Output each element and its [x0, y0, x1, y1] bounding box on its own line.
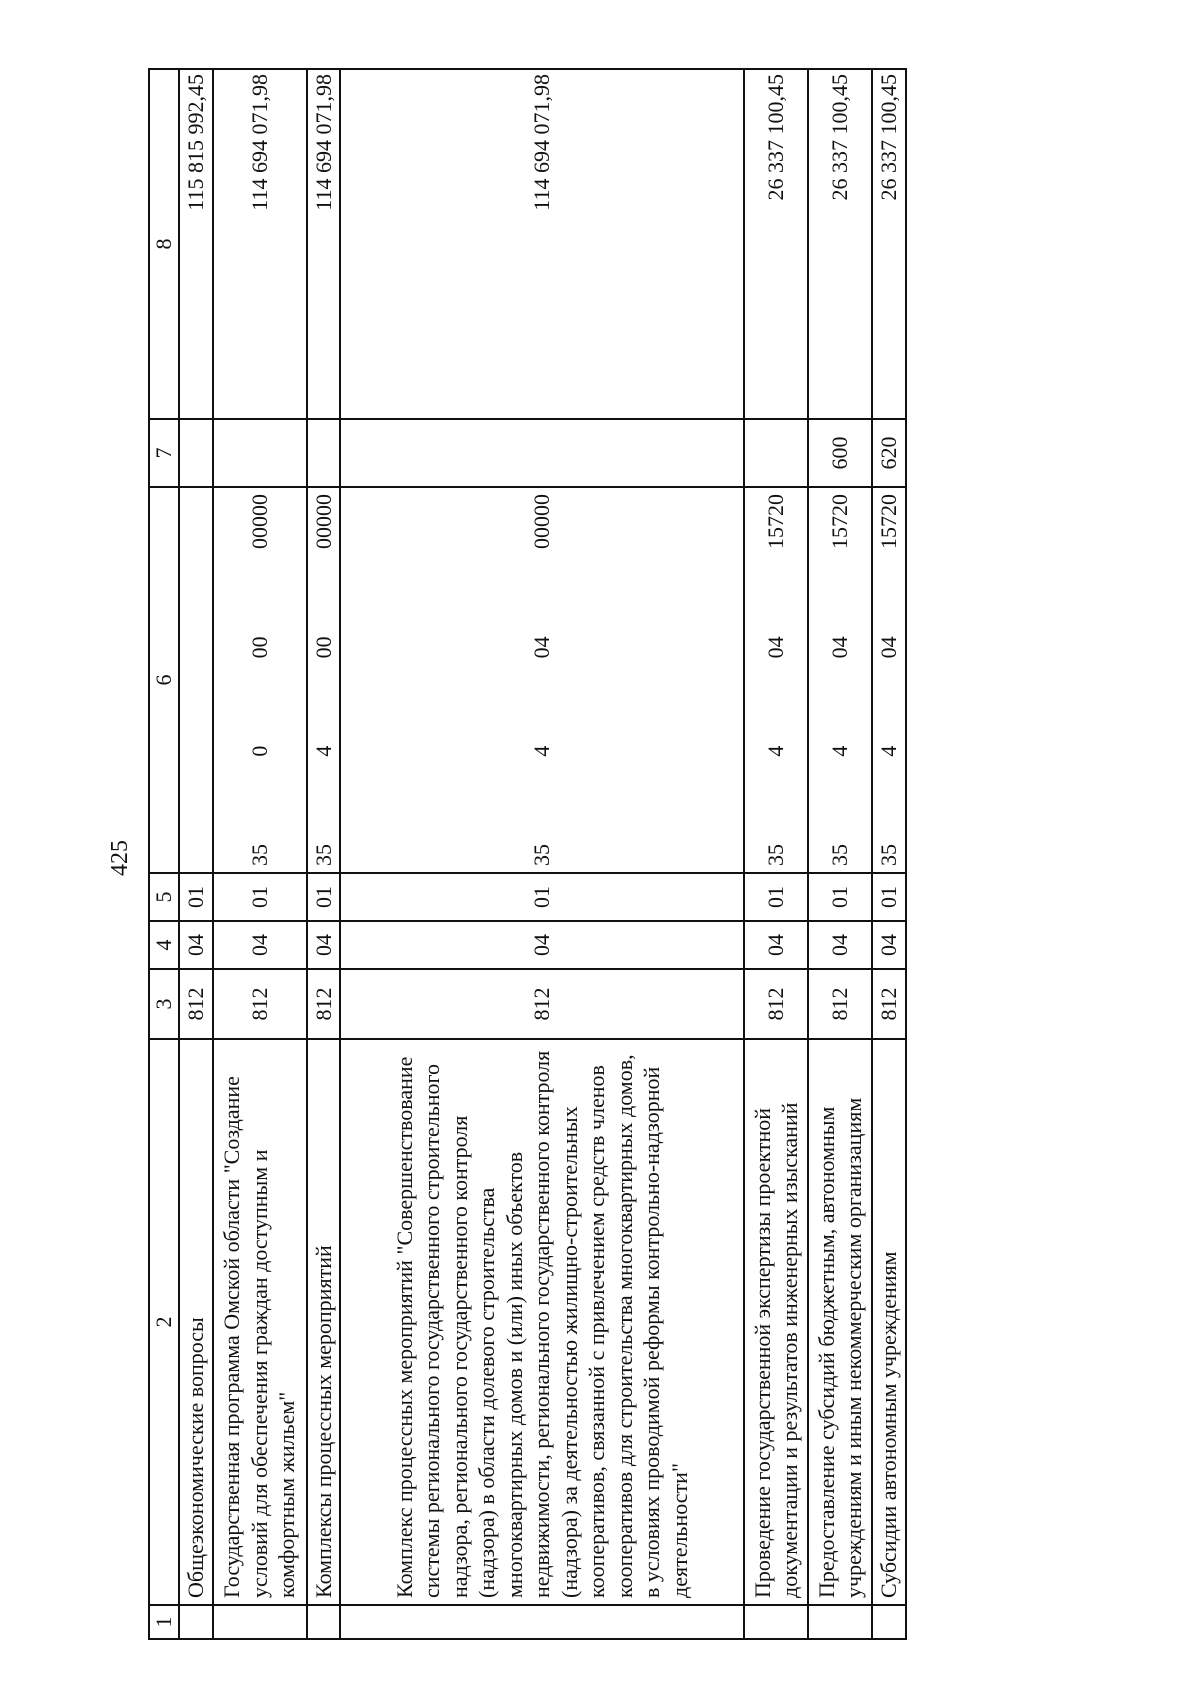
row-number-cell [213, 1605, 307, 1639]
ministry-code-cell: 812 [872, 969, 906, 1039]
row-number-cell [179, 1605, 213, 1639]
target-article-cell [340, 487, 744, 873]
subsection-cell: 01 [179, 873, 213, 921]
row-number-cell [340, 1605, 744, 1639]
ministry-code-cell: 812 [179, 969, 213, 1039]
direction-code: 00000 [310, 494, 336, 550]
header-cell: 3 [149, 969, 179, 1039]
section-cell: 04 [179, 921, 213, 969]
ministry-code-cell: 812 [307, 969, 341, 1039]
item-name-cell: Комплекс процессных мероприятий "Совершенствование системы регионального государственного строительного надзора, регионального государственного контроля (надзора) в области долевого строительства многоквартирных домов и (или) иных объектов недвижимости, регионального государственного контроля (надзора) за деятельностью жилищно-строительных кооперативов, связанной с привлечением средств членов кооперативов для строительства многоквартирных домов, в условиях проводимой реформы контрольно-надзорной деятельности" [340, 1039, 744, 1605]
header-cell: 2 [149, 1039, 179, 1605]
section-cell: 04 [307, 921, 341, 969]
event-code: 04 [876, 636, 901, 659]
target-article-cell [808, 487, 872, 873]
event-code: 04 [763, 636, 789, 659]
event-code: 00 [310, 636, 336, 659]
target-article-cell [872, 487, 906, 873]
item-name-cell: Общеэкономические вопросы [179, 1039, 213, 1605]
section-cell: 04 [340, 921, 744, 969]
expense-type-cell [213, 419, 307, 487]
subprogram-code: 4 [529, 745, 555, 757]
subsection-cell: 01 [744, 873, 808, 921]
subprogram-code: 0 [246, 745, 272, 757]
header-cell: 6 [149, 487, 179, 873]
section-cell: 04 [744, 921, 808, 969]
amount-cell: 26 337 100,45 [808, 69, 872, 419]
item-name-cell: Государственная программа Омской области "Создание условий для обеспечения граждан доступным и комфортным жильем" [213, 1039, 307, 1605]
table-row [179, 69, 213, 1639]
item-name-cell: Предоставление субсидий бюджетным, автономным учреждениям и иным некоммерческим организациям [808, 1039, 872, 1605]
row-number-cell [872, 1605, 906, 1639]
subprogram-code: 4 [827, 745, 853, 757]
header-cell: 8 [149, 69, 179, 419]
amount-cell: 114 694 071,98 [307, 69, 341, 419]
event-code: 04 [827, 636, 853, 659]
amount-cell: 115 815 992,45 [179, 69, 213, 419]
item-name-cell: Проведение государственной экспертизы проектной документации и результатов инженерных изысканий [744, 1039, 808, 1605]
target-article-cell [213, 487, 307, 873]
amount-cell: 114 694 071,98 [213, 69, 307, 419]
section-cell: 04 [213, 921, 307, 969]
expense-type-cell: 620 [872, 419, 906, 487]
subprogram-code: 4 [763, 745, 789, 757]
header-row [149, 69, 179, 1639]
direction-code: 00000 [246, 494, 272, 550]
program-code: 35 [827, 844, 853, 866]
row-number-cell [744, 1605, 808, 1639]
expense-type-cell [307, 419, 341, 487]
direction-code: 00000 [529, 494, 555, 550]
ministry-code-cell: 812 [213, 969, 307, 1039]
row-number-cell [808, 1605, 872, 1639]
ministry-code-cell: 812 [808, 969, 872, 1039]
expense-type-cell [340, 419, 744, 487]
direction-code: 15720 [763, 494, 789, 550]
rotated-table-container [148, 70, 998, 1640]
row-number-cell [307, 1605, 341, 1639]
event-code: 00 [246, 636, 272, 659]
target-article-cell [744, 487, 808, 873]
section-cell: 04 [872, 921, 906, 969]
program-code: 35 [529, 844, 555, 866]
table-row [744, 69, 808, 1639]
direction-code: 15720 [876, 494, 901, 550]
program-code: 35 [246, 844, 272, 866]
subsection-cell: 01 [808, 873, 872, 921]
section-cell: 04 [808, 921, 872, 969]
program-code: 35 [310, 844, 336, 866]
subsection-cell: 01 [872, 873, 906, 921]
table-row [213, 69, 307, 1639]
item-name-cell: Комплексы процессных мероприятий [307, 1039, 341, 1605]
budget-table [148, 68, 907, 1640]
table-row [872, 69, 906, 1639]
amount-cell: 114 694 071,98 [340, 69, 744, 419]
target-article-cell [307, 487, 341, 873]
header-cell: 1 [149, 1605, 179, 1639]
header-cell: 5 [149, 873, 179, 921]
program-code: 35 [876, 844, 901, 866]
page-number: 425 [107, 840, 133, 876]
subsection-cell: 01 [340, 873, 744, 921]
amount-cell: 26 337 100,45 [872, 69, 906, 419]
ministry-code-cell: 812 [340, 969, 744, 1039]
ministry-code-cell: 812 [744, 969, 808, 1039]
expense-type-cell [744, 419, 808, 487]
table-row [307, 69, 341, 1639]
subprogram-code: 4 [310, 745, 336, 757]
subprogram-code: 4 [876, 745, 901, 757]
header-cell: 7 [149, 419, 179, 487]
direction-code: 15720 [827, 494, 853, 550]
item-name-cell: Субсидии автономным учреждениям [872, 1039, 906, 1605]
program-code: 35 [763, 844, 789, 866]
header-cell: 4 [149, 921, 179, 969]
expense-type-cell: 600 [808, 419, 872, 487]
expense-type-cell [179, 419, 213, 487]
table-row [340, 69, 744, 1639]
subsection-cell: 01 [213, 873, 307, 921]
table-row [808, 69, 872, 1639]
target-article-cell [179, 487, 213, 873]
event-code: 04 [529, 636, 555, 659]
subsection-cell: 01 [307, 873, 341, 921]
amount-cell: 26 337 100,45 [744, 69, 808, 419]
